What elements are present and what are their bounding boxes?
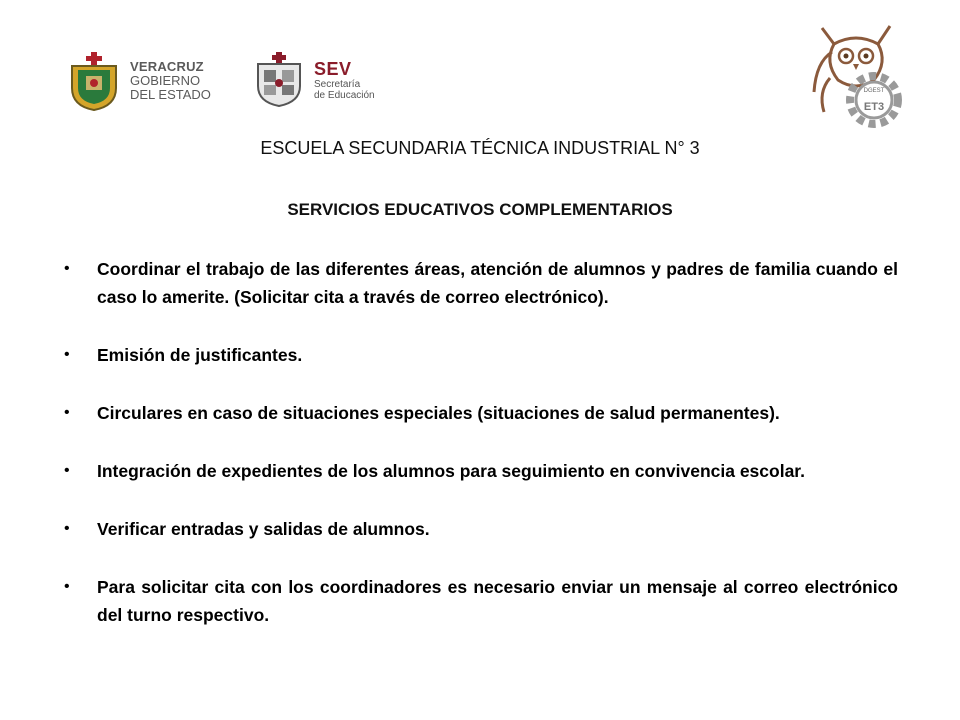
page-title: ESCUELA SECUNDARIA TÉCNICA INDUSTRIAL N° 3 — [260, 138, 700, 158]
sev-logo-line3: de Educación — [314, 90, 375, 101]
list-item — [64, 457, 898, 485]
services-list — [64, 255, 898, 659]
et3-monogram: ET3 — [863, 101, 885, 113]
sev-logo-line1: SEV — [314, 59, 352, 79]
bullet-icon: • — [64, 260, 70, 277]
owl-gear-icon — [804, 22, 914, 134]
bullet-icon: • — [64, 462, 70, 479]
list-item — [64, 573, 898, 629]
list-item-text: Verificar entradas y salidas de alumnos. — [97, 519, 430, 539]
list-item — [64, 515, 898, 543]
list-item-text: Integración de expedientes de los alumnos para seguimiento en convivencia escolar. — [97, 461, 806, 481]
list-item-text: Para solicitar cita con los coordinadores es necesario enviar un mensaje al correo electrónico del turno respectivo. — [97, 577, 898, 625]
section-heading: SERVICIOS EDUCATIVOS COMPLEMENTARIOS — [287, 200, 673, 219]
sev-logo — [252, 52, 392, 108]
school-owl-gear-logo — [804, 22, 914, 134]
list-item-text: Circulares en caso de situaciones especiales (situaciones de salud permanentes). — [97, 403, 780, 423]
bullet-icon: • — [64, 404, 70, 421]
bullet-icon: • — [64, 578, 70, 595]
veracruz-logo-line3: DEL ESTADO — [130, 87, 211, 102]
dgest-badge: DGEST — [863, 88, 885, 94]
veracruz-government-logo — [64, 52, 224, 112]
veracruz-shield-icon — [64, 52, 124, 112]
list-item — [64, 255, 898, 311]
list-item — [64, 341, 898, 369]
list-item — [64, 399, 898, 427]
sev-logo-line2: Secretaría — [314, 79, 361, 90]
bullet-icon: • — [64, 520, 70, 537]
veracruz-logo-line2: GOBIERNO — [130, 73, 201, 88]
list-item-text: Coordinar el trabajo de las diferentes áreas, atención de alumnos y padres de familia cuando el caso lo amerite. (Solicitar cita a través de correo electrónico). — [97, 259, 898, 307]
sev-shield-icon — [252, 52, 306, 108]
list-item-text: Emisión de justificantes. — [97, 345, 303, 365]
bullet-icon: • — [64, 346, 70, 363]
veracruz-logo-line1: VERACRUZ — [130, 59, 204, 74]
